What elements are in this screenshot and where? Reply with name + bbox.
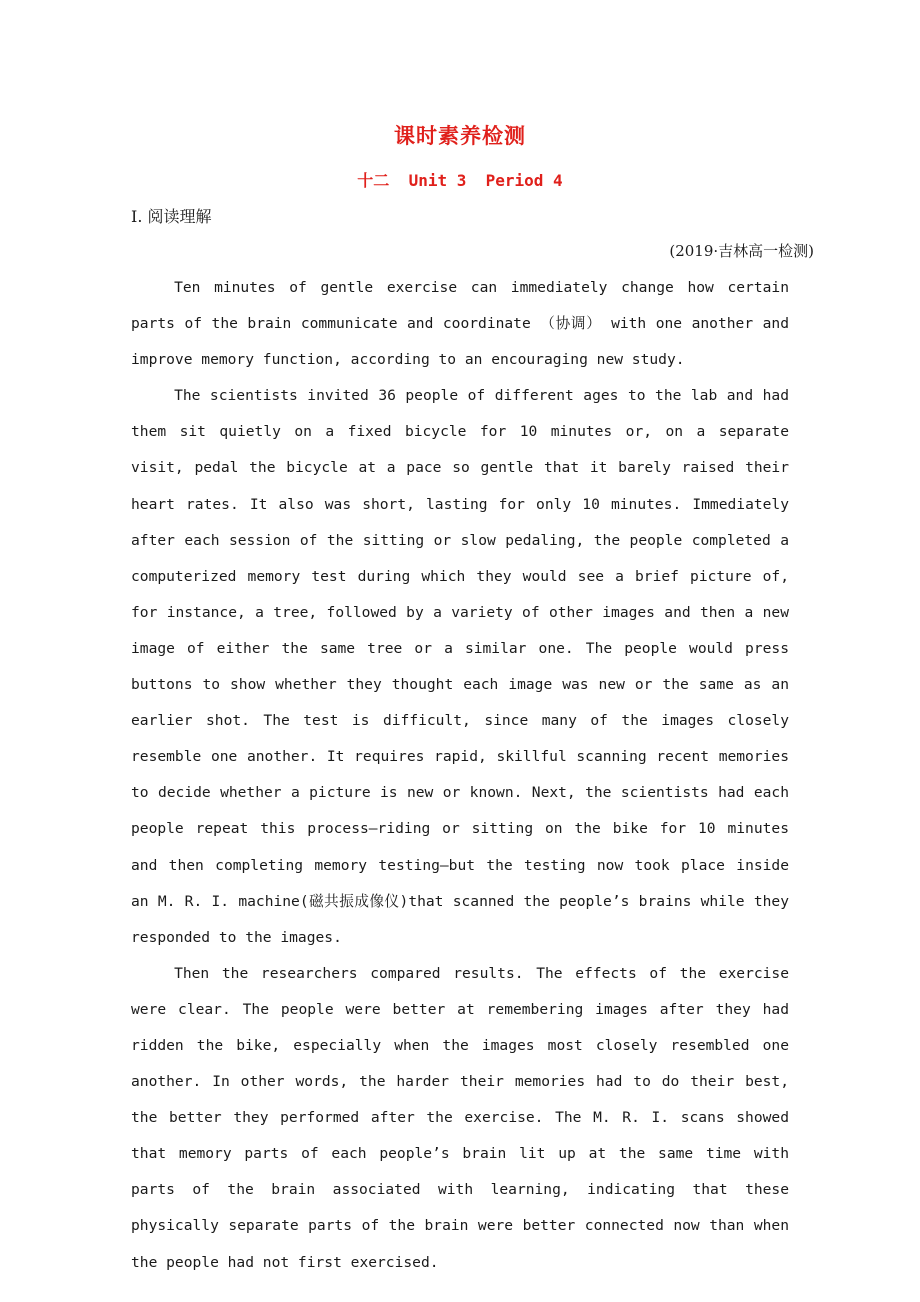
passage-paragraph: Ten minutes of gentle exercise can immediately change how certain parts of the brain communicate and coordinate （协调） with one another and improve memory function, according to an encouraging new study.: [131, 279, 789, 369]
page-title: 课时素养检测: [394, 124, 526, 148]
section-heading: Ⅰ. 阅读理解: [131, 207, 212, 226]
reading-passage: [131, 270, 789, 1281]
source-note: (2019·吉林高一检测): [669, 242, 814, 260]
passage-paragraph: Then the researchers compared results. The effects of the exercise were clear. The people were better at remembering images after they had ridden the bike, especially when the images most closely resembled one another. In other words, the harder their memories had to do their best, the better they performed after the exercise. The M. R. I. scans showed that memory parts of each people’s brain lit up at the same time with parts of the brain associated with learning, indicating that these physically separate parts of the brain were better connected now than when the people had not first exercised.: [131, 964, 789, 1271]
passage-paragraph: The scientists invited 36 people of different ages to the lab and had them sit quietly on a fixed bicycle for 10 minutes or, on a separate visit, pedal the bicycle at a pace so gentle that it barely raised their heart rates. It also was short, lasting for only 10 minutes. Immediately after each session of the sitting or slow pedaling, the people completed a computerized memory test during which they would see a brief picture of, for instance, a tree, followed by a variety of other images and then a new image of either the same tree or a similar one. The people would press buttons to show whether they thought each image was new or the same as an earlier shot. The test is difficult, since many of the images closely resemble one another. It requires rapid, skillful scanning recent memories to decide whether a picture is new or known. Next, the scientists had each people repeat this process—riding or sitting on the bike for 10 minutes and then completing memory testing—but the testing now took place inside an M. R. I. machine(磁共振成像仪)that scanned the people’s brains while they responded to the images.: [131, 387, 789, 946]
lesson-subtitle: 十二 Unit 3 Period 4: [357, 171, 563, 190]
